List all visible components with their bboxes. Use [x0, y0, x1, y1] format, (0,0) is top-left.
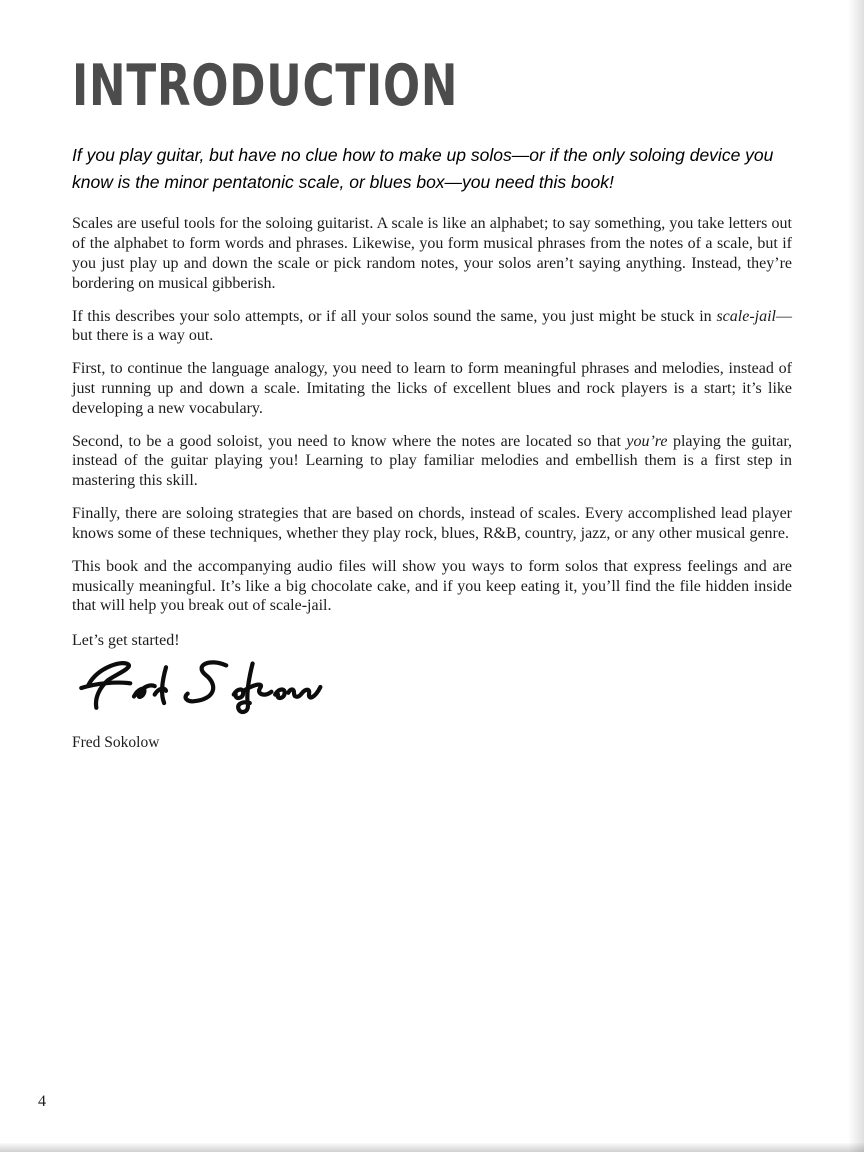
body-paragraph-2: If this describes your solo attempts, or if all your solos sound the same, you just might be stuck in scale-jail—but there is a way out.: [72, 307, 792, 345]
closing-line: Let’s get started!: [72, 632, 180, 650]
body-paragraph-1: Scales are useful tools for the soloing guitarist. A scale is like an alphabet; to say something, you take letters out of the alphabet to form words and phrases. Likewise, you form musical phrases from the notes of a scale, but if you just play up and down the scale or pick random notes, your solos aren’t saying anything. Instead, they’re bordering on musical gibberish.: [72, 215, 792, 292]
body-paragraph-3: First, to continue the language analogy, you need to learn to form meaningful phrases and melodies, instead of just running up and down a scale. Imitating the licks of excellent blues and rock players is a start; it’s like developing a new vocabulary.: [72, 360, 792, 417]
signature-strokes: [72, 656, 324, 720]
page-content: [72, 52, 793, 752]
body-paragraph-4: Second, to be a good soloist, you need to know where the notes are located so that you’re playing the guitar, instead of the guitar playing you! Learning to play familiar melodies and embellish them is a first step in mastering this skill.: [72, 432, 793, 490]
lead-paragraph: If you play guitar, but have no clue how to make up solos—or if the only soloing device you know is the minor pentatonic scale, or blues box—you need this book!: [72, 145, 774, 192]
author-name: Fred Sokolow: [72, 734, 160, 752]
page-title: INTRODUCTION: [72, 52, 459, 120]
body-paragraph-6: This book and the accompanying audio files will show you ways to form solos that express feelings and are musically meaningful. It’s like a big chocolate cake, and if you keep eating it, you’ll find the file hidden inside that will help you break out of scale-jail.: [72, 557, 792, 615]
scan-edge-bottom: [0, 1143, 864, 1152]
scan-edge-right: [848, 0, 864, 1152]
body-paragraph-5: Finally, there are soloing strategies that are based on chords, instead of scales. Every accomplished lead player knows some of these techniques, whether they play rock, blues, R&B, country, jazz, or any other musical genre.: [72, 505, 792, 542]
handwritten-signature: [72, 656, 792, 722]
page-number: 4: [38, 1093, 46, 1110]
